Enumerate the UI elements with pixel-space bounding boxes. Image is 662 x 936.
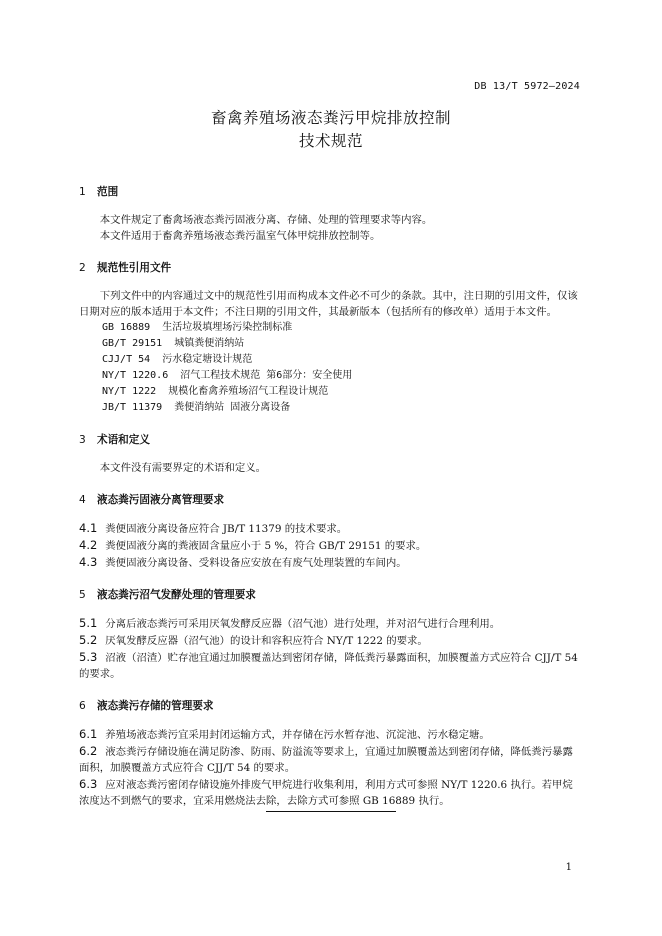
section-heading: 5 液态粪污沼气发酵处理的管理要求: [79, 589, 256, 601]
clause: 6.3 应对液态粪污密闭存储设施外排废气甲烷进行收集利用，利用方式可参照 NY/T 1220.6 执行。若甲烷浓度达不到燃气的要求，宜采用燃烧法去除，去除方式可参照 GB 16889 执行。: [79, 777, 573, 807]
section-storage: [79, 698, 581, 809]
document-body: [79, 184, 581, 825]
paragraph: 本文件没有需要界定的术语和定义。: [99, 462, 267, 474]
clause: 5.3 沼液（沼渣）贮存池宜通过加膜覆盖达到密闭存储，降低粪污暴露面积，加膜覆盖方式应符合 CJJ/T 54 的要求。: [79, 650, 578, 680]
section-scope: [79, 184, 581, 244]
end-rule: [266, 811, 396, 812]
reference-item: NY/T 1222 规模化畜禽养殖场沼气工程设计规范: [102, 386, 329, 397]
section-heading: 3 术语和定义: [79, 434, 150, 446]
section-terms: [79, 432, 581, 476]
clause: 4.3 粪便固液分离设备、受料设备应安放在有废气处理装置的车间内。: [79, 555, 407, 569]
document-title: 畜禽养殖场液态粪污甲烷排放控制: [210, 109, 451, 127]
reference-item: CJJ/T 54 污水稳定塘设计规范: [102, 354, 253, 365]
clause: 6.2 液态粪污存储设施在满足防渗、防雨、防溢流等要求上，宜通过加膜覆盖达到密闭存储，降低粪污暴露面积，加膜覆盖方式应符合 CJJ/T 54 的要求。: [79, 744, 573, 774]
reference-item: GB/T 29151 城镇粪便消纳站: [102, 338, 245, 349]
clause: 5.2 厌氧发酵反应器（沼气池）的设计和容积应符合 NY/T 1222 的要求。: [79, 633, 428, 647]
reference-item: GB 16889 生活垃圾填埋场污染控制标准: [102, 322, 293, 333]
page-number: 1: [565, 862, 572, 873]
clause: 5.1 分离后液态粪污可采用厌氧发酵反应器（沼气池）进行处理，并对沼气进行合理利用。: [79, 616, 501, 630]
clause: 4.1 粪便固液分离设备应符合 JB/T 11379 的技术要求。: [79, 521, 348, 535]
reference-item: NY/T 1220.6 沼气工程技术规范 第6部分：安全使用: [102, 370, 353, 381]
section-heading: 1 范围: [79, 186, 119, 198]
reference-item: JB/T 11379 粪便消纳站 固液分离设备: [102, 402, 291, 413]
section-heading: 2 规范性引用文件: [79, 262, 172, 274]
clause: 4.2 粪便固液分离的粪液固含量应小于 5 %，符合 GB/T 29151 的要求。: [79, 538, 427, 552]
paragraph: 本文件规定了畜禽场液态粪污固液分离、存储、处理的管理要求等内容。: [99, 214, 433, 226]
section-heading: 6 液态粪污存储的管理要求: [79, 700, 214, 712]
section-heading: 4 液态粪污固液分离管理要求: [79, 494, 225, 506]
paragraph: 下列文件中的内容通过文中的规范性引用而构成本文件必不可少的条款。其中，注日期的引用文件，仅该日期对应的版本适用于本文件；不注日期的引用文件，其最新版本（包括所有的修改单）适用于本文件。: [79, 290, 578, 318]
section-biogas-fermentation: [79, 587, 581, 682]
section-solid-liquid-separation: [79, 492, 581, 571]
clause: 6.1 养殖场液态粪污宜采用封闭运输方式，并存储在污水暂存池、沉淀池、污水稳定塘。: [79, 727, 490, 741]
standard-code: DB 13/T 5972—2024: [474, 81, 580, 92]
section-normative-references: [79, 260, 581, 416]
paragraph: 本文件适用于畜禽养殖场液态粪污温室气体甲烷排放控制等。: [99, 230, 381, 242]
document-subtitle: 技术规范: [298, 132, 363, 150]
